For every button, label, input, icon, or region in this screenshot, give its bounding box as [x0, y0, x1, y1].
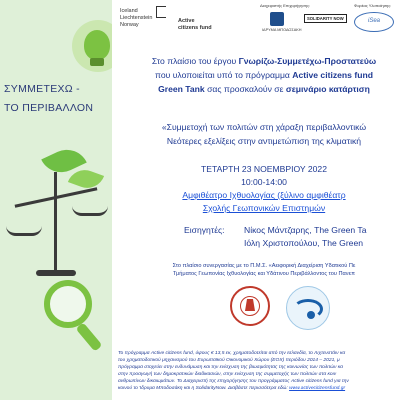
- event-venue-link[interactable]: Αμφιθέατρο Ιχθυολογίας (ξύλινο αμφιθέατρ Σχολής Γεωπονικών Επιστημών: [182, 190, 346, 213]
- department-logo: [286, 286, 330, 330]
- event-time: 10:00-14:00: [241, 177, 287, 187]
- implementing-body-label: Φορέας Υλοποίησης:: [354, 3, 392, 8]
- solidarity-now-logo: SOLIDARITY NOW: [304, 14, 347, 23]
- seminar-title: «Συμμετοχή των πολιτών στη χάραξη περιβαλλοντικώ Νεότερες εξελίξεις στην αντιμετώπιση της κλιματική: [161, 122, 367, 146]
- lightbulb-base: [90, 58, 104, 66]
- balance-scale-foot: [36, 270, 76, 276]
- grant-operator-label: Διαχειριστής Επιχορήγησης:: [260, 3, 311, 8]
- logo-bar: [114, 0, 400, 44]
- fish-eye-icon: [307, 311, 315, 319]
- balance-scale-pan: [6, 226, 42, 236]
- bodossaki-logo: [270, 12, 284, 26]
- activecitizensfund-link[interactable]: www.activecitizensfund.gr: [289, 386, 346, 391]
- campaign-title: [4, 80, 112, 118]
- magnifier-handle: [76, 322, 103, 351]
- speakers-label: Εισηγητές:: [184, 225, 225, 235]
- speaker-1: Νίκος Μάντζαρης, The Green Ta: [244, 225, 367, 235]
- magnifier-icon: [44, 280, 92, 328]
- footer-disclaimer: Το πρόγραμμα Active citizens fund, ύψους € 13,5 εκ, χρηματοδοτείται από την Ισλανδία, το Λιχτενστάιν κα του χρηματοδοτικού μηχανισμού του Ευρωπαϊκού Οικονομικού Χώρου (ΕΟΧ) περιόδου 2014 – 2021, μ πρόγραμμα στοχεύει στην ενδυνάμωση και την ενίσχυση της βιωσιμότητας της κοινωνίας των πολιτών κα στην προαγωγή των δημοκρατικών διαδικασιών, στην ενίσχυση της συμμετοχής των πολιτών στα κοιν ανθρωπίνων δικαιωμάτων. Το Διαχειριστή της επιχορήγησης του προγράμματος Active citizens fund για την κοινού το Ίδρυμα Μποδοσάκη και η SolidarityNow. Διαβάστε περισσότερα εδώ: www.activecitizensfund.gr: [118, 351, 349, 391]
- flyer-content: [114, 0, 400, 400]
- event-datetime: [114, 163, 400, 189]
- funder-logo: Iceland Liechtenstein Norway: [120, 8, 153, 28]
- balance-scale-icon: [54, 172, 57, 272]
- speaker-2: Ιόλη Χριστοπούλου, The Green: [244, 238, 364, 248]
- campaign-title-line2: ΤΟ ΠΕΡΙΒΑΛΛΟΝ: [4, 102, 94, 114]
- funder-mark-icon: [156, 6, 166, 18]
- isea-logo: iSea: [354, 12, 394, 32]
- campaign-title-line1: ΣΥΜΜΕΤΕΧΩ -: [4, 83, 80, 95]
- lightbulb-icon: [84, 30, 110, 60]
- university-seal-logo: [230, 286, 270, 326]
- bodossaki-caption: ΙΔΡΥΜΑ ΜΠΟΔΟΣΑΚΗ: [262, 28, 302, 32]
- event-date: ΤΕΤΑΡΤΗ 23 ΝΟΕΜΒΡΙΟΥ 2022: [201, 164, 327, 174]
- collaboration-text: Στο πλαίσιο συνεργασίας με το Π.Μ.Σ. «Αειφορική Διαχείριση Υδατικού Πε Τμήματος Γεωπονίας Ιχθυολογίας και Υδάτινου Περιβάλλοντος του Πανεπ: [172, 263, 356, 277]
- balance-scale-pan: [72, 206, 108, 216]
- active-citizens-fund-logo: Active citizens fund: [178, 18, 212, 31]
- intro-text: Στο πλαίσιο του έργου Γνωρίζω-Συμμετέχω-Προστατεύω που υλοποιείται υπό το πρόγραμμα Active citizens fund Green Tank σας προσκαλούν σε σεμινάριο κατάρτιση: [151, 56, 377, 94]
- left-illustration-panel: [0, 0, 112, 400]
